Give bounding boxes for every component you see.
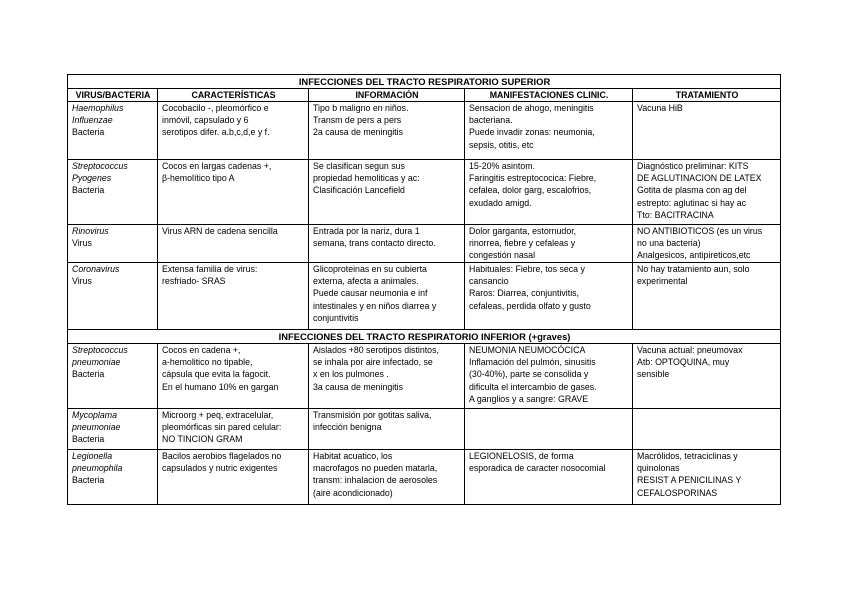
caracteristicas-cell bbox=[158, 225, 309, 263]
cell-line: cefalea, dolor garg, escalofrios, bbox=[469, 185, 592, 196]
species-name: pneumophila bbox=[72, 463, 123, 474]
cell-line: Tipo b maligno en niños. bbox=[313, 103, 409, 113]
cell-line: conjuntivitis bbox=[313, 312, 359, 323]
cell-line: CEFALOSPORINAS bbox=[637, 487, 718, 498]
species-name: Rinovirus bbox=[72, 226, 109, 236]
header-manifestaciones: MANIFESTACIONES CLINIC. bbox=[465, 89, 633, 102]
cell-line: no una bacteria) bbox=[637, 238, 701, 249]
informacion-cell bbox=[309, 225, 465, 263]
manifestaciones-cell bbox=[465, 409, 633, 450]
cell-line: 3a causa de meningitis bbox=[313, 381, 403, 392]
cell-line: Faringitis estreptococica: Fiebre, bbox=[469, 173, 597, 184]
cell-line: externa, afecta a animales. bbox=[313, 276, 419, 287]
cell-line: Cocos en largas cadenas +, bbox=[162, 161, 272, 171]
caracteristicas-cell bbox=[158, 409, 309, 450]
species-name: Haemophilus bbox=[72, 103, 124, 113]
cell-line: intestinales y en niños diarrea y bbox=[313, 300, 437, 311]
cell-line: transm: inhalacion de aerosoles bbox=[313, 475, 438, 486]
cell-line: Tto: BACITRACINA bbox=[637, 209, 714, 220]
organism-cell bbox=[68, 263, 158, 330]
cell-line: A ganglios y a sangre: GRAVE bbox=[469, 393, 589, 404]
cell-line: macrofagos no pueden matarla, bbox=[313, 463, 438, 474]
cell-line: semana, trans contacto directo. bbox=[313, 238, 436, 249]
table-row bbox=[68, 160, 781, 225]
species-name: pneumoniae bbox=[72, 357, 121, 368]
cell-line: cansancio bbox=[469, 276, 509, 287]
cell-line: 2a causa de meningitis bbox=[313, 127, 403, 138]
cell-line: RESIST A PENICILINAS Y bbox=[637, 475, 742, 486]
manifestaciones-cell bbox=[465, 263, 633, 330]
organism-cell bbox=[68, 225, 158, 263]
cell-line: Entrada por la nariz, dura 1 bbox=[313, 226, 420, 236]
manifestaciones-cell bbox=[465, 225, 633, 263]
cell-line: serotipos difer. a.b,c,d,e y f. bbox=[162, 127, 270, 138]
cell-line: Analgesicos, antipireticos,etc bbox=[637, 250, 751, 261]
organism-type: Bacteria bbox=[72, 185, 105, 196]
header-virus-bacteria: VIRUS/BACTERIA bbox=[68, 89, 158, 102]
cell-line: Cocobacilo -, pleomórfico e bbox=[162, 103, 269, 113]
organism-type: Virus bbox=[72, 276, 92, 287]
cell-line: rinorrea, fiebre y cefaleas y bbox=[469, 238, 576, 249]
tratamiento-cell bbox=[633, 225, 781, 263]
table-row bbox=[68, 263, 781, 330]
species-name: Streptococcus bbox=[72, 345, 128, 355]
cell-line: infección benigna bbox=[313, 422, 382, 433]
caracteristicas-cell bbox=[158, 102, 309, 160]
cell-line: Gotita de plasma con ag del bbox=[637, 185, 747, 196]
cell-line: congestión nasal bbox=[469, 250, 536, 261]
cell-line: Macrólidos, tetraciclinas y bbox=[637, 451, 738, 461]
cell-line: Bacilos aerobios flagelados no bbox=[162, 451, 282, 461]
table-row bbox=[68, 225, 781, 263]
header-row bbox=[68, 89, 781, 102]
tratamiento-cell bbox=[633, 344, 781, 409]
cell-line: Habituales: Fiebre, tos seca y bbox=[469, 264, 585, 274]
caracteristicas-cell bbox=[158, 450, 309, 505]
manifestaciones-cell bbox=[465, 102, 633, 160]
informacion-cell bbox=[309, 344, 465, 409]
organism-type: Bacteria bbox=[72, 369, 105, 380]
cell-line: sepsis, otitis, etc bbox=[469, 139, 534, 150]
cell-line: experimental bbox=[637, 276, 688, 287]
cell-line: se inhala por aire infectado, se bbox=[313, 357, 433, 368]
cell-line: Glicoproteinas en su cubierta bbox=[313, 264, 427, 274]
header-informacion: INFORMACIÓN bbox=[309, 89, 465, 102]
header-tratamiento: TRATAMIENTO bbox=[633, 89, 781, 102]
cell-line: (30-40%), parte se consolida y bbox=[469, 369, 589, 380]
table-row bbox=[68, 344, 781, 409]
cell-line: Puede causar neumonia e inf bbox=[313, 288, 428, 299]
species-name: Mycoplama bbox=[72, 410, 117, 420]
tratamiento-cell bbox=[633, 263, 781, 330]
organism-type: Bacteria bbox=[72, 127, 105, 138]
cell-line: (aire acondicionado) bbox=[313, 487, 393, 498]
lower-section-title bbox=[68, 330, 781, 344]
cell-line: No hay tratamiento aun, solo bbox=[637, 264, 750, 274]
informacion-cell bbox=[309, 263, 465, 330]
lower-section-title-main: INFECCIONES DEL TRACTO RESPIRATORIO INFERIOR bbox=[278, 331, 526, 342]
cell-line: 15-20% asintom. bbox=[469, 161, 536, 171]
cell-line: bacteriana. bbox=[469, 115, 513, 126]
cell-line: Extensa familia de virus: bbox=[162, 264, 258, 274]
organism-cell bbox=[68, 409, 158, 450]
species-name: Legionella bbox=[72, 451, 113, 461]
cell-line: exudado amigd. bbox=[469, 197, 532, 208]
species-name: Pyogenes bbox=[72, 173, 112, 184]
organism-cell bbox=[68, 450, 158, 505]
informacion-cell bbox=[309, 160, 465, 225]
cell-line: Diagnóstico preliminar: KITS bbox=[637, 161, 749, 171]
tratamiento-cell bbox=[633, 450, 781, 505]
organism-type: Bacteria bbox=[72, 434, 105, 445]
cell-line: LEGIONELOSIS, de forma bbox=[469, 451, 574, 461]
cell-line: x en los pulmones . bbox=[313, 369, 389, 380]
cell-line: Vacuna actual: pneumovax bbox=[637, 345, 743, 355]
cell-line: β-hemolítico tipo A bbox=[162, 173, 235, 184]
tratamiento-cell bbox=[633, 160, 781, 225]
cell-line: Microorg + peq, extracelular, bbox=[162, 410, 274, 420]
cell-line: resfriado- SRAS bbox=[162, 276, 226, 287]
cell-line: Sensacion de ahogo, meningitis bbox=[469, 103, 594, 113]
table-row bbox=[68, 102, 781, 160]
manifestaciones-cell bbox=[465, 344, 633, 409]
cell-line: capsulados y nutric exigentes bbox=[162, 463, 278, 474]
organism-cell bbox=[68, 344, 158, 409]
cell-line: Habitat acuatico, los bbox=[313, 451, 393, 461]
caracteristicas-cell bbox=[158, 344, 309, 409]
cell-line: Puede invadir zonas: neumonia, bbox=[469, 127, 595, 138]
cell-line: Raros: Diarrea, conjuntivitis, bbox=[469, 288, 579, 299]
cell-line: Transmisión por gotitas saliva, bbox=[313, 410, 432, 420]
table-row bbox=[68, 409, 781, 450]
informacion-cell bbox=[309, 450, 465, 505]
informacion-cell bbox=[309, 409, 465, 450]
cell-line: NEUMONIA NEUMOCÓCICA bbox=[469, 345, 586, 355]
organism-cell bbox=[68, 102, 158, 160]
upper-section-title: INFECCIONES DEL TRACTO RESPIRATORIO SUPERIOR bbox=[68, 75, 781, 89]
cell-line: propiedad hemoliticas y ac: bbox=[313, 173, 420, 184]
cell-line: Vacuna HiB bbox=[637, 103, 683, 113]
cell-line: Transm de pers a pers bbox=[313, 115, 402, 126]
caracteristicas-cell bbox=[158, 160, 309, 225]
cell-line: Cocos en cadena +, bbox=[162, 345, 241, 355]
informacion-cell bbox=[309, 102, 465, 160]
cell-line: estrepto: aglutinac si hay ac bbox=[637, 197, 747, 208]
organism-cell bbox=[68, 160, 158, 225]
table-row bbox=[68, 450, 781, 505]
cell-line: Virus ARN de cadena sencilla bbox=[162, 226, 278, 236]
caracteristicas-cell bbox=[158, 263, 309, 330]
cell-line: sensible bbox=[637, 369, 670, 380]
upper-section-title-row bbox=[68, 75, 781, 89]
cell-line: pleomórficas sin pared celular: bbox=[162, 422, 282, 433]
species-name: Coronavirus bbox=[72, 264, 120, 274]
header-caracteristicas: CARACTERÍSTICAS bbox=[158, 89, 309, 102]
cell-line: Aislados +80 serotipos distintos, bbox=[313, 345, 439, 355]
organism-type: Bacteria bbox=[72, 475, 105, 486]
cell-line: dificulta el intercambio de gases. bbox=[469, 381, 597, 392]
tratamiento-cell bbox=[633, 102, 781, 160]
cell-line: Atb: OPTOQUINA, muy bbox=[637, 357, 730, 368]
cell-line: a-hemolitico no tipable, bbox=[162, 357, 253, 368]
cell-line: Se clasifican segun sus bbox=[313, 161, 405, 171]
cell-line: Inflamación del pulmón, sinusitis bbox=[469, 357, 596, 368]
cell-line: cápsula que evita la fagocit. bbox=[162, 369, 271, 380]
cell-line: Dolor garganta, estornudor, bbox=[469, 226, 577, 236]
species-name: Influenzae bbox=[72, 115, 113, 126]
species-name: Streptococcus bbox=[72, 161, 128, 171]
manifestaciones-cell bbox=[465, 450, 633, 505]
lower-section-title-suffix: (+graves) bbox=[528, 331, 571, 342]
manifestaciones-cell bbox=[465, 160, 633, 225]
cell-line: NO ANTIBIOTICOS (es un virus bbox=[637, 226, 763, 236]
cell-line: NO TINCION GRAM bbox=[162, 434, 243, 445]
infections-table bbox=[67, 74, 781, 505]
cell-line: inmóvil, capsulado y 6 bbox=[162, 115, 249, 126]
species-name: pneumoniae bbox=[72, 422, 121, 433]
cell-line: Clasificación Lancefield bbox=[313, 185, 405, 196]
tratamiento-cell bbox=[633, 409, 781, 450]
cell-line: DE AGLUTINACION DE LATEX bbox=[637, 173, 762, 184]
cell-line: En el humano 10% en gargan bbox=[162, 381, 279, 392]
cell-line: esporadica de caracter nosocomial bbox=[469, 463, 606, 474]
lower-section-title-row bbox=[68, 330, 781, 344]
organism-type: Virus bbox=[72, 238, 92, 249]
cell-line: quinolonas bbox=[637, 463, 680, 474]
cell-line: cefaleas, perdida olfato y gusto bbox=[469, 300, 591, 311]
